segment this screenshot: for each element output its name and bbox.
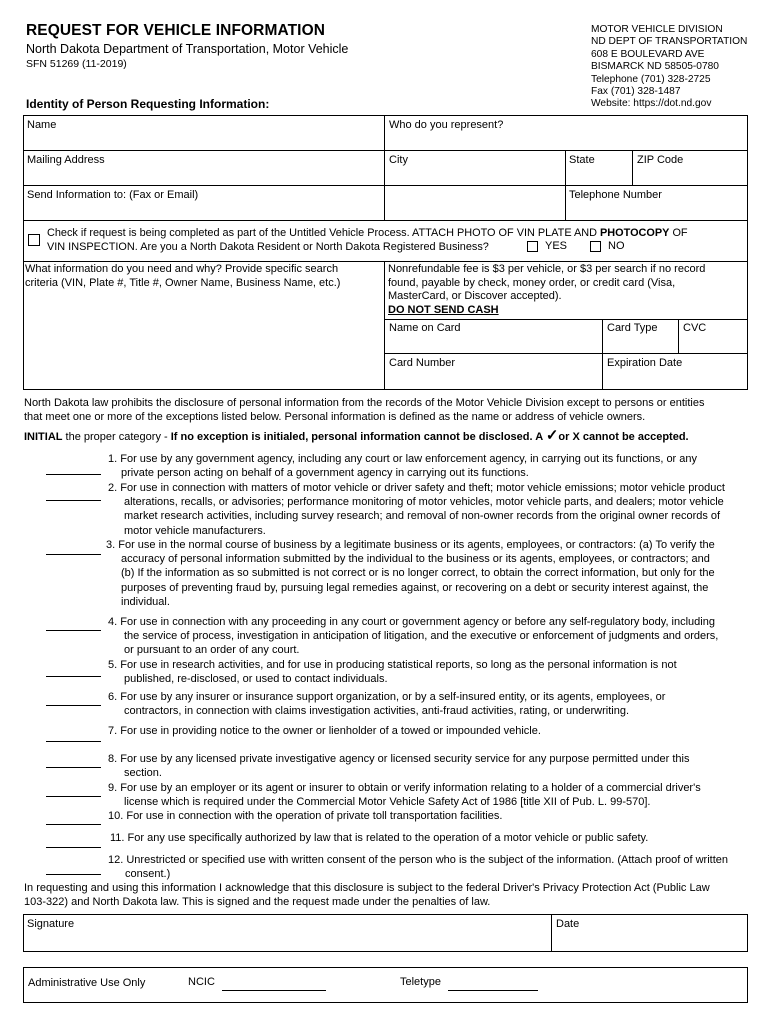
address-line: ND DEPT OF TRANSPORTATION	[591, 36, 748, 48]
initial-line-2[interactable]	[46, 500, 101, 501]
initial-line-5[interactable]	[46, 676, 101, 677]
law-paragraph: North Dakota law prohibits the disclosure of personal information from the records of the Motor Vehicle Division except to persons or entities that meet one or more of the exceptions listed below. Personal information is defined as the name or address of vehicle owners.	[24, 397, 705, 424]
yes-label: YES	[545, 240, 568, 252]
initial-line-12[interactable]	[46, 874, 101, 875]
no-cash-warning: DO NOT SEND CASH	[388, 303, 499, 316]
represent-label: Who do you represent?	[389, 119, 504, 131]
identity-heading: Identity of Person Requesting Information:	[26, 97, 270, 111]
checkmark-icon: ✓	[545, 427, 559, 444]
cvc-input[interactable]	[683, 337, 741, 351]
expiration-label: Expiration Date	[607, 357, 683, 369]
date-input[interactable]	[556, 933, 742, 947]
exception-9: 9. For use by an employer or its agent or insurer to obtain or verify information relating to a holder of a commercial driver's license which is required under the Commercial Motor Vehicle Safety Act of 1986 [title XII of Pub. L. 99-570].	[108, 782, 701, 809]
card-number-label: Card Number	[389, 357, 456, 369]
what-info-label: What information do you need and why? Provide specific search criteria (VIN, Plate #, Title #, Owner Name, Business Name, etc.)	[25, 263, 341, 289]
card-type-label: Card Type	[607, 322, 658, 334]
signature-field[interactable]	[27, 932, 547, 948]
admin-label: Administrative Use Only	[28, 977, 146, 989]
form-title: REQUEST FOR VEHICLE INFORMATION	[26, 22, 326, 39]
initial-line-11[interactable]	[46, 847, 101, 848]
state-input[interactable]	[569, 169, 627, 183]
address-line: Fax (701) 328-1487	[591, 86, 681, 98]
name-on-card-input[interactable]	[389, 337, 597, 351]
mailing-address-input[interactable]	[27, 169, 377, 183]
form-number: SFN 51269 (11-2019)	[26, 58, 127, 70]
exception-7: 7. For use in providing notice to the owner or lienholder of a towed or impounded vehicle.	[108, 725, 541, 737]
row-divider	[23, 220, 748, 221]
date-label: Date	[556, 918, 580, 930]
agency-address	[591, 24, 747, 111]
signature-label: Signature	[27, 918, 75, 930]
teletype-line	[448, 990, 538, 991]
initial-line-1[interactable]	[46, 474, 101, 475]
address-line: Website: https://dot.nd.gov	[591, 98, 712, 110]
exception-3: 3. For use in the normal course of business by a legitimate business or its agents, employees, or contractors: (a) To verify the accuracy of personal information submitted by the individual to the business or its agents, employees, or contractors; and (b) If the information as so submitted is not correct or is no longer correct, to obtain the correct information, but only for the purposes of preventing fraud by, pursuing legal remedies against, or recovering on a debt or security interest against, the individual.	[106, 539, 715, 608]
send-info-input[interactable]	[27, 204, 557, 218]
mailing-address-label: Mailing Address	[27, 154, 105, 166]
state-label: State	[569, 154, 595, 166]
address-line: 608 E BOULEVARD AVE	[591, 48, 705, 60]
exception-8: 8. For use by any licensed private investigative agency or licensed security service for any purpose permitted under this section.	[108, 753, 690, 780]
expiration-input[interactable]	[607, 372, 741, 386]
city-label: City	[389, 154, 408, 166]
initial-line-7[interactable]	[46, 741, 101, 742]
ncic-input[interactable]	[222, 975, 326, 989]
name-input[interactable]	[27, 134, 377, 148]
address-line: Telephone (701) 328-2725	[591, 73, 711, 85]
untitled-vehicle-text: Check if request is being completed as part of the Untitled Vehicle Process. ATTACH PHOTO OF VIN PLATE AND PHOTOCOPY OF	[47, 227, 688, 239]
card-number-input[interactable]	[389, 372, 597, 386]
teletype-label: Teletype	[400, 976, 441, 988]
acknowledge-text: In requesting and using this information I acknowledge that this disclosure is subject to the federal Driver's Privacy Protection Act (Public Law 103-322) and North Dakota law. This is signed and the request made under the penalties of law.	[24, 882, 710, 909]
name-label: Name	[27, 119, 57, 131]
exception-10: 10. For use in connection with the operation of private toll transportation facilities.	[108, 810, 503, 822]
zip-input[interactable]	[637, 169, 742, 183]
col-divider	[551, 914, 552, 952]
initial-line-6[interactable]	[46, 705, 101, 706]
name-on-card-label: Name on Card	[389, 322, 461, 334]
row-divider	[23, 185, 748, 186]
col-divider	[565, 150, 566, 221]
exception-2: 2. For use in connection with matters of motor vehicle or driver safety and theft; motor vehicle emissions; motor vehicle product alterations, recalls, or advisories; performance monitoring of motor vehicles, motor vehicle parts, and dealers; motor vehicle market research activities, including survey research; and removal of non-owner records from the original owner records of motor vehicle manufacturers.	[108, 482, 725, 537]
cvc-label: CVC	[683, 322, 707, 334]
represent-input[interactable]	[389, 134, 741, 148]
row-divider	[23, 261, 748, 262]
col-divider	[602, 319, 603, 390]
col-divider	[678, 319, 679, 354]
no-label: NO	[608, 240, 625, 252]
initial-line-9[interactable]	[46, 796, 101, 797]
send-info-label: Send Information to: (Fax or Email)	[27, 189, 199, 201]
initial-line-4[interactable]	[46, 630, 101, 631]
resident-question: VIN INSPECTION. Are you a North Dakota Resident or North Dakota Registered Business?	[47, 241, 489, 253]
resident-yes-checkbox[interactable]	[527, 241, 538, 252]
exception-5: 5. For use in research activities, and for use in producing statistical reports, so long as the personal information is not published, re-disclosed, or used to contact individuals.	[108, 659, 677, 686]
row-divider	[384, 353, 748, 354]
col-divider	[632, 150, 633, 186]
exception-11: 11. For any use specifically authorized by law that is related to the operation of a motor vehicle or public safety.	[110, 832, 649, 844]
col-divider	[384, 261, 385, 390]
fee-info: Nonrefundable fee is $3 per vehicle, or $3 per search if no record found, payable by check, money order, or credit card (Visa, MasterCard, or Discover accepted). DO NOT SEND CASH	[388, 263, 706, 316]
telephone-input[interactable]	[569, 204, 741, 218]
exception-6: 6. For use by any insurer or insurance support organization, or by a self-insured entity, or its agents, employees, or contractors, in connection with claims investigation activities, anti-fraud activities, rating, or underwriting.	[108, 691, 666, 718]
exception-4: 4. For use in connection with any proceeding in any court or government agency or before any self-regulatory body, including the service of process, investigation in anticipation of litigation, and the executive or enforcement of judgments and orders, or pursuant to an order of any court.	[108, 616, 719, 657]
initial-line-8[interactable]	[46, 767, 101, 768]
ncic-label: NCIC	[188, 976, 215, 988]
city-input[interactable]	[389, 169, 559, 183]
ncic-line	[222, 990, 326, 991]
address-line: BISMARCK ND 58505-0780	[591, 61, 719, 73]
exception-12: 12. Unrestricted or specified use with written consent of the person who is the subject of the information. (Attach proof of written consent.)	[108, 854, 728, 881]
untitled-vehicle-checkbox[interactable]	[28, 234, 40, 246]
resident-no-checkbox[interactable]	[590, 241, 601, 252]
row-divider	[384, 319, 748, 320]
address-line: MOTOR VEHICLE DIVISION	[591, 24, 723, 35]
what-info-textarea[interactable]	[27, 292, 379, 386]
teletype-input[interactable]	[448, 975, 538, 989]
telephone-label: Telephone Number	[569, 189, 662, 201]
card-type-input[interactable]	[607, 337, 673, 351]
exception-1: 1. For use by any government agency, including any court or law enforcement agency, in carrying out its functions, or any private person acting on behalf of a government agency in carrying out its functions.	[108, 453, 698, 480]
form-subtitle: North Dakota Department of Transportation, Motor Vehicle	[26, 42, 349, 56]
initial-line-3[interactable]	[46, 554, 101, 555]
zip-label: ZIP Code	[637, 154, 684, 166]
initial-line-10[interactable]	[46, 824, 101, 825]
initial-instruction: INITIAL the proper category - If no exception is initialed, personal information cannot be disclosed. A ✓or X cannot be accepted.	[24, 427, 689, 444]
row-divider	[23, 150, 748, 151]
